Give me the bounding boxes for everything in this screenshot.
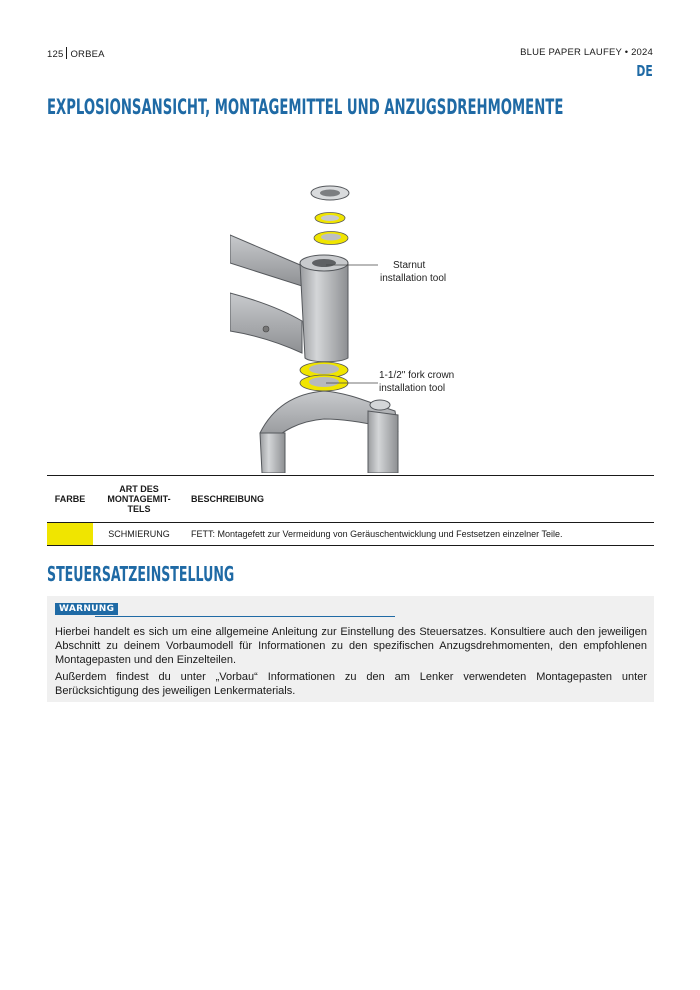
page-header-left (47, 47, 105, 60)
header-type (93, 476, 185, 523)
color-swatch-yellow (47, 523, 93, 546)
header-description: BESCHREIBUNG (191, 494, 265, 504)
assembly-agents-table (47, 475, 654, 546)
callout-starnut-tool (380, 259, 446, 285)
header-type-line: TELS (127, 504, 151, 514)
document-title: BLUE PAPER LAUFEY • 2024 (520, 47, 653, 58)
header-color: FARBE (54, 494, 86, 504)
table-header-row (47, 476, 654, 523)
headset-exploded-illustration (230, 183, 460, 473)
warning-label: WARNUNG (55, 603, 118, 615)
warning-box (47, 596, 654, 702)
warning-paragraph: Außerdem findest du unter „Vorbau“ Informationen zu den am Lenker verwendeten Montagepasten unter Berücksichtigung des jeweiligen Lenkermaterials. (55, 671, 647, 697)
header-divider (66, 47, 67, 59)
header-type-line: ART DES (119, 484, 159, 494)
warning-rule (95, 616, 395, 617)
frame-top-tube (230, 235, 305, 287)
callout-line: 1-1/2" fork crown (379, 370, 455, 381)
header-type-line: MONTAGEMIT- (107, 494, 171, 504)
callout-line: installation tool (380, 273, 447, 284)
warning-text (55, 625, 647, 701)
fork-leg-left (260, 433, 285, 473)
language-code: DE (636, 62, 653, 80)
frame-down-tube (230, 293, 302, 353)
section-title-headset-adjustment: STEUERSATZEINSTELLUNG (47, 562, 235, 586)
table-row (47, 523, 654, 546)
callout-line: installation tool (379, 383, 446, 394)
agent-description: FETT: Montagefett zur Vermeidung von Geräuschentwicklung und Festsetzen einzelner Teile. (191, 529, 563, 539)
callout-line: Starnut (393, 260, 426, 271)
brand-name: ORBEA (70, 49, 105, 60)
page-number: 125 (47, 49, 64, 60)
agent-type: SCHMIERUNG (108, 529, 170, 539)
fork-leg-right (368, 411, 398, 473)
head-tube (300, 263, 348, 362)
callout-fork-crown-tool (379, 369, 454, 395)
warning-paragraph: Hierbei handelt es sich um eine allgemeine Anleitung zur Einstellung des Steuersatzes. Konsultiere auch den jeweiligen Abschnitt zu deinem Vorbaumodell für Informationen zu den spezifischen Anzugsdrehmomenten, den empfohlenen Montagepasten und den Einzelteilen. (55, 626, 647, 666)
section-title-exploded-view: EXPLOSIONSANSICHT, MONTAGEMITTEL UND ANZUGSDREHMOMENTE (47, 95, 564, 119)
